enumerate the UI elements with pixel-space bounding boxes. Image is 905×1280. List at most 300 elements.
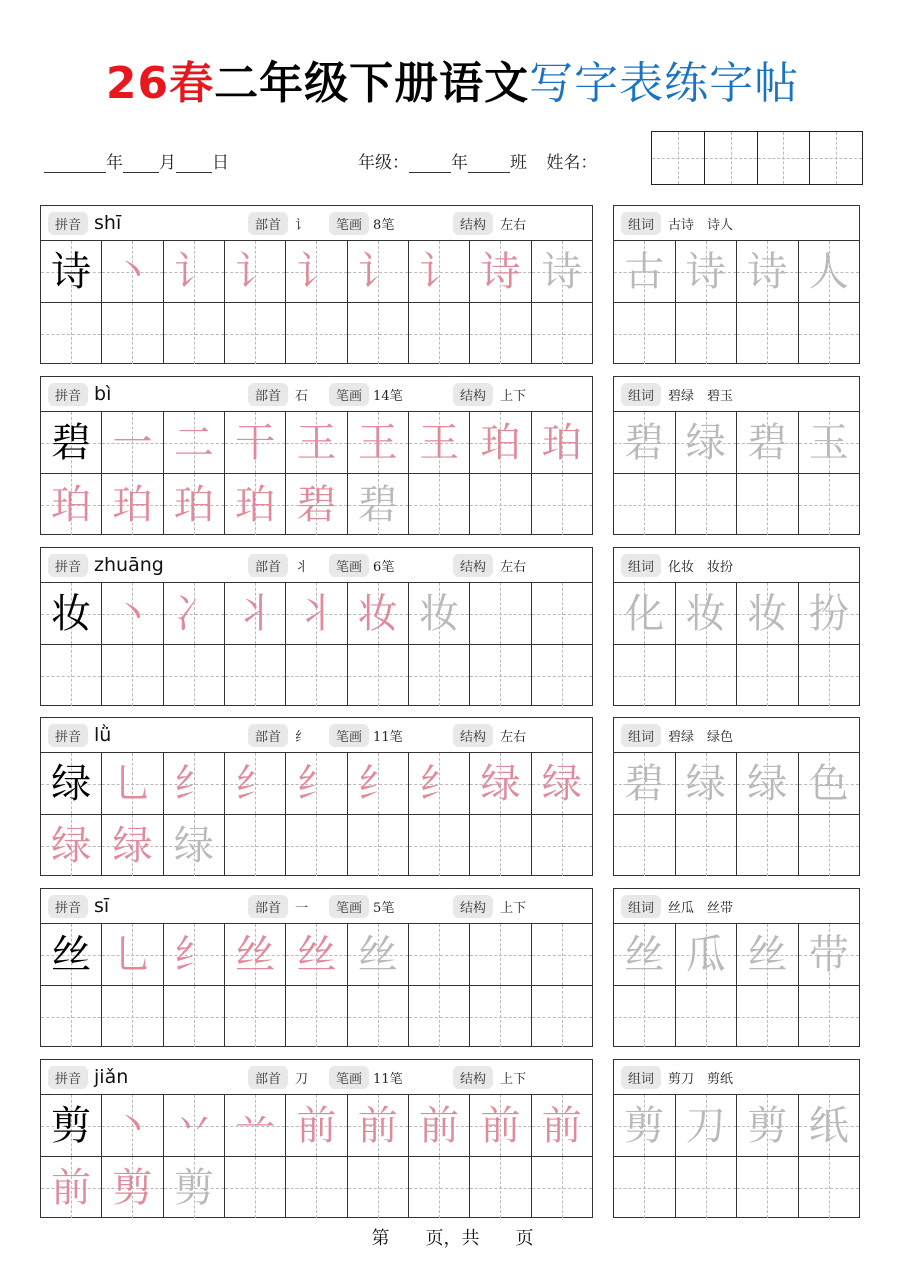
tianzige-cell[interactable] xyxy=(286,1157,347,1218)
tianzige-cell[interactable] xyxy=(532,412,592,473)
tianzige-cell[interactable] xyxy=(799,1157,860,1218)
name-box[interactable] xyxy=(652,132,705,184)
stroke-order-step: 丶 xyxy=(112,248,153,295)
tianzige-cell[interactable] xyxy=(676,412,738,473)
tianzige-cell[interactable] xyxy=(348,241,409,302)
tianzige-cell[interactable] xyxy=(348,753,409,814)
word-trace-character: 绿 xyxy=(685,760,726,807)
model-character: 剪 xyxy=(51,1102,92,1149)
tianzige-cell[interactable] xyxy=(286,583,347,644)
tianzige-cell[interactable] xyxy=(409,474,470,535)
title-subject: 写字表练字帖 xyxy=(529,58,800,109)
tianzige-cell[interactable] xyxy=(676,986,738,1047)
tianzige-cell[interactable] xyxy=(614,924,676,985)
char-info-header xyxy=(41,718,592,753)
tianzige-cell[interactable] xyxy=(348,924,409,985)
pinyin-value: zhuāng xyxy=(94,554,164,576)
grade-year-blank[interactable] xyxy=(409,154,451,173)
strokes-tag: 笔画 xyxy=(329,1066,369,1089)
stroke-order-step: 讠 xyxy=(235,248,276,295)
word-row xyxy=(614,1095,859,1157)
model-character: 碧 xyxy=(51,419,92,466)
words-header xyxy=(614,548,859,583)
practice-row xyxy=(41,1095,592,1157)
class-blank[interactable] xyxy=(468,154,510,173)
tianzige-cell[interactable] xyxy=(41,583,102,644)
stroke-order-step: 前 xyxy=(357,1102,398,1149)
stroke-order-step: 干 xyxy=(235,419,276,466)
tianzige-cell[interactable] xyxy=(532,241,592,302)
tianzige-cell[interactable] xyxy=(532,645,592,706)
stroke-order-step: 讠 xyxy=(173,248,214,295)
tianzige-cell[interactable] xyxy=(799,303,860,364)
words-tag: 组词 xyxy=(621,1066,661,1089)
tianzige-cell[interactable] xyxy=(737,815,799,876)
tianzige-cell[interactable] xyxy=(532,474,592,535)
month-label: 月 xyxy=(159,153,176,173)
stroke-order-step: 前 xyxy=(296,1102,337,1149)
tianzige-cell[interactable] xyxy=(286,815,347,876)
tianzige-cell[interactable] xyxy=(470,241,531,302)
radical-value: 一 xyxy=(295,900,309,916)
tianzige-cell[interactable] xyxy=(532,815,592,876)
tianzige-cell[interactable] xyxy=(470,753,531,814)
model-character: 绿 xyxy=(51,760,92,807)
words-value: 碧绿 碧玉 xyxy=(668,388,734,404)
tianzige-cell[interactable] xyxy=(470,303,531,364)
tianzige-cell[interactable] xyxy=(614,583,676,644)
tianzige-cell[interactable] xyxy=(737,474,799,535)
word-trace-character: 诗 xyxy=(747,248,788,295)
word-trace-character: 瓜 xyxy=(685,931,726,978)
words-value: 化妆 妆扮 xyxy=(668,559,734,575)
stroke-order-step: 珀 xyxy=(51,481,92,528)
tianzige-cell[interactable] xyxy=(286,474,347,535)
tianzige-cell[interactable] xyxy=(102,645,163,706)
stroke-order-step: 王 xyxy=(419,419,460,466)
tianzige-cell[interactable] xyxy=(41,1095,102,1156)
tianzige-cell[interactable] xyxy=(102,412,163,473)
tianzige-cell[interactable] xyxy=(532,583,592,644)
month-blank[interactable] xyxy=(123,154,159,173)
pinyin-value: bì xyxy=(94,383,112,405)
pinyin-tag: 拼音 xyxy=(48,724,88,747)
tianzige-cell[interactable] xyxy=(164,1095,225,1156)
tianzige-cell[interactable] xyxy=(409,412,470,473)
tianzige-cell[interactable] xyxy=(614,303,676,364)
tianzige-cell[interactable] xyxy=(409,1095,470,1156)
tianzige-cell[interactable] xyxy=(102,474,163,535)
strokes-value: 5笔 xyxy=(373,900,395,916)
stroke-order-step: 珀 xyxy=(480,419,521,466)
name-box[interactable] xyxy=(758,132,811,184)
practice-row xyxy=(41,412,592,474)
stroke-order-step: 二 xyxy=(173,419,214,466)
tianzige-cell[interactable] xyxy=(409,583,470,644)
tianzige-cell[interactable] xyxy=(470,1157,531,1218)
tianzige-cell[interactable] xyxy=(102,1157,163,1218)
grade-line xyxy=(358,148,597,173)
strokes-tag: 笔画 xyxy=(329,895,369,918)
tianzige-cell[interactable] xyxy=(164,1157,225,1218)
tianzige-cell[interactable] xyxy=(799,241,860,302)
tianzige-cell[interactable] xyxy=(799,924,860,985)
tianzige-cell[interactable] xyxy=(286,241,347,302)
tianzige-cell[interactable] xyxy=(348,303,409,364)
tianzige-cell[interactable] xyxy=(737,645,799,706)
tianzige-cell[interactable] xyxy=(225,815,286,876)
radical-value: 纟 xyxy=(295,729,309,745)
pinyin-tag: 拼音 xyxy=(48,1066,88,1089)
structure-value: 左右 xyxy=(500,217,527,233)
char-practice-block xyxy=(40,547,593,706)
tianzige-cell[interactable] xyxy=(348,645,409,706)
word-row xyxy=(614,474,859,535)
tianzige-cell[interactable] xyxy=(470,815,531,876)
word-row xyxy=(614,986,859,1047)
day-label: 日 xyxy=(212,153,229,173)
practice-row xyxy=(41,583,592,645)
stroke-order-step: 绿 xyxy=(51,822,92,869)
tianzige-cell[interactable] xyxy=(676,924,738,985)
word-trace-character: 诗 xyxy=(685,248,726,295)
tianzige-cell[interactable] xyxy=(225,986,286,1047)
tianzige-cell[interactable] xyxy=(676,753,738,814)
stroke-order-step: 妆 xyxy=(419,590,460,637)
tianzige-cell[interactable] xyxy=(102,924,163,985)
tianzige-cell[interactable] xyxy=(41,645,102,706)
tianzige-cell[interactable] xyxy=(225,474,286,535)
model-character: 妆 xyxy=(51,590,92,637)
strokes-value: 11笔 xyxy=(373,729,403,745)
tianzige-cell[interactable] xyxy=(676,303,738,364)
tianzige-cell[interactable] xyxy=(470,986,531,1047)
tianzige-cell[interactable] xyxy=(799,583,860,644)
tianzige-cell[interactable] xyxy=(286,753,347,814)
stroke-order-step: 乚 xyxy=(112,931,153,978)
structure-value: 上下 xyxy=(500,900,527,916)
tianzige-cell[interactable] xyxy=(532,753,592,814)
char-info-header xyxy=(41,548,592,583)
word-trace-character: 玉 xyxy=(808,419,849,466)
word-practice-block xyxy=(613,547,860,706)
tianzige-cell[interactable] xyxy=(164,474,225,535)
stroke-order-step: 王 xyxy=(296,419,337,466)
tianzige-cell[interactable] xyxy=(799,412,860,473)
tianzige-cell[interactable] xyxy=(676,645,738,706)
word-practice-block xyxy=(613,1059,860,1218)
tianzige-cell[interactable] xyxy=(532,924,592,985)
tianzige-cell[interactable] xyxy=(41,924,102,985)
words-header xyxy=(614,718,859,753)
char-info-header xyxy=(41,206,592,241)
name-box[interactable] xyxy=(810,132,862,184)
word-practice-block xyxy=(613,888,860,1047)
tianzige-cell[interactable] xyxy=(614,815,676,876)
tianzige-cell[interactable] xyxy=(164,241,225,302)
stroke-order-step: 一 xyxy=(112,419,153,466)
practice-row xyxy=(41,1157,592,1218)
tianzige-cell[interactable] xyxy=(614,1095,676,1156)
tianzige-cell[interactable] xyxy=(41,753,102,814)
stroke-order-step: 诗 xyxy=(541,248,582,295)
char-practice-block xyxy=(40,717,593,876)
tianzige-cell[interactable] xyxy=(225,303,286,364)
tianzige-cell[interactable] xyxy=(614,753,676,814)
tianzige-cell[interactable] xyxy=(164,753,225,814)
word-row xyxy=(614,645,859,706)
tianzige-cell[interactable] xyxy=(225,924,286,985)
words-tag: 组词 xyxy=(621,212,661,235)
tianzige-cell[interactable] xyxy=(225,1095,286,1156)
structure-tag: 结构 xyxy=(453,554,493,577)
stroke-order-step: 讠 xyxy=(296,248,337,295)
tianzige-cell[interactable] xyxy=(225,412,286,473)
word-trace-character: 碧 xyxy=(747,419,788,466)
tianzige-cell[interactable] xyxy=(348,474,409,535)
char-info-header xyxy=(41,377,592,412)
tianzige-cell[interactable] xyxy=(470,583,531,644)
title-year: 26春 xyxy=(105,58,215,109)
word-row xyxy=(614,241,859,303)
tianzige-cell[interactable] xyxy=(470,412,531,473)
stroke-order-step: 䒑 xyxy=(235,1102,276,1149)
structure-value: 左右 xyxy=(500,559,527,575)
tianzige-cell[interactable] xyxy=(286,924,347,985)
name-box[interactable] xyxy=(705,132,758,184)
page-footer xyxy=(0,1224,905,1250)
stroke-order-step: 前 xyxy=(541,1102,582,1149)
tianzige-cell[interactable] xyxy=(409,924,470,985)
word-row xyxy=(614,583,859,645)
tianzige-cell[interactable] xyxy=(409,753,470,814)
tianzige-cell[interactable] xyxy=(102,583,163,644)
radical-tag: 部首 xyxy=(248,724,288,747)
tianzige-cell[interactable] xyxy=(164,583,225,644)
word-trace-character: 碧 xyxy=(624,760,665,807)
tianzige-cell[interactable] xyxy=(164,986,225,1047)
model-character: 诗 xyxy=(51,248,92,295)
title-grade: 二年级下册语文 xyxy=(214,58,530,109)
tianzige-cell[interactable] xyxy=(225,753,286,814)
pinyin-value: shī xyxy=(94,212,122,234)
tianzige-cell[interactable] xyxy=(409,815,470,876)
tianzige-cell[interactable] xyxy=(676,1157,738,1218)
tianzige-cell[interactable] xyxy=(225,583,286,644)
stroke-order-step: 碧 xyxy=(357,481,398,528)
tianzige-cell[interactable] xyxy=(102,241,163,302)
word-trace-character: 丝 xyxy=(747,931,788,978)
stroke-order-step: 纟 xyxy=(357,760,398,807)
stroke-order-step: 珀 xyxy=(112,481,153,528)
name-boxes[interactable] xyxy=(651,131,863,185)
tianzige-cell[interactable] xyxy=(348,583,409,644)
tianzige-cell[interactable] xyxy=(737,1157,799,1218)
tianzige-cell[interactable] xyxy=(286,986,347,1047)
tianzige-cell[interactable] xyxy=(470,924,531,985)
tianzige-cell[interactable] xyxy=(799,986,860,1047)
practice-row xyxy=(41,924,592,986)
tianzige-cell[interactable] xyxy=(737,412,799,473)
day-blank[interactable] xyxy=(176,154,212,173)
stroke-order-step: 王 xyxy=(357,419,398,466)
radical-value: 石 xyxy=(295,388,309,404)
tianzige-cell[interactable] xyxy=(348,412,409,473)
words-value: 古诗 诗人 xyxy=(668,217,734,233)
structure-tag: 结构 xyxy=(453,1066,493,1089)
stroke-order-step: 碧 xyxy=(296,481,337,528)
word-trace-character: 绿 xyxy=(747,760,788,807)
tianzige-cell[interactable] xyxy=(41,241,102,302)
word-trace-character: 扮 xyxy=(808,590,849,637)
stroke-order-step: 讠 xyxy=(419,248,460,295)
tianzige-cell[interactable] xyxy=(41,986,102,1047)
tianzige-cell[interactable] xyxy=(737,241,799,302)
tianzige-cell[interactable] xyxy=(614,986,676,1047)
tianzige-cell[interactable] xyxy=(41,1157,102,1218)
tianzige-cell[interactable] xyxy=(409,303,470,364)
tianzige-cell[interactable] xyxy=(102,303,163,364)
tianzige-cell[interactable] xyxy=(225,645,286,706)
stroke-order-step: 绿 xyxy=(112,822,153,869)
tianzige-cell[interactable] xyxy=(737,583,799,644)
tianzige-cell[interactable] xyxy=(164,645,225,706)
word-trace-character: 带 xyxy=(808,931,849,978)
tianzige-cell[interactable] xyxy=(102,986,163,1047)
grade-year-label: 年 xyxy=(451,153,468,173)
stroke-order-step: 剪 xyxy=(173,1164,214,1211)
tianzige-cell[interactable] xyxy=(676,241,738,302)
word-trace-character: 绿 xyxy=(685,419,726,466)
tianzige-cell[interactable] xyxy=(225,241,286,302)
radical-tag: 部首 xyxy=(248,1066,288,1089)
stroke-order-step: 前 xyxy=(419,1102,460,1149)
tianzige-cell[interactable] xyxy=(286,303,347,364)
radical-value: 讠 xyxy=(295,217,309,233)
strokes-value: 14笔 xyxy=(373,388,403,404)
tianzige-cell[interactable] xyxy=(102,753,163,814)
tianzige-cell[interactable] xyxy=(470,474,531,535)
tianzige-cell[interactable] xyxy=(737,986,799,1047)
char-info-header xyxy=(41,889,592,924)
stroke-order-step: 丝 xyxy=(296,931,337,978)
tianzige-cell[interactable] xyxy=(409,645,470,706)
stroke-order-step: 纟 xyxy=(235,760,276,807)
tianzige-cell[interactable] xyxy=(102,1095,163,1156)
tianzige-cell[interactable] xyxy=(409,986,470,1047)
structure-value: 左右 xyxy=(500,729,527,745)
tianzige-cell[interactable] xyxy=(799,1095,860,1156)
tianzige-cell[interactable] xyxy=(164,924,225,985)
radical-tag: 部首 xyxy=(248,554,288,577)
tianzige-cell[interactable] xyxy=(348,1095,409,1156)
tianzige-cell[interactable] xyxy=(737,1095,799,1156)
tianzige-cell[interactable] xyxy=(532,1157,592,1218)
tianzige-cell[interactable] xyxy=(532,1095,592,1156)
stroke-order-step: 纟 xyxy=(419,760,460,807)
word-trace-character: 刀 xyxy=(685,1102,726,1149)
tianzige-cell[interactable] xyxy=(799,815,860,876)
word-row xyxy=(614,412,859,474)
word-practice-block xyxy=(613,717,860,876)
stroke-order-step: 讠 xyxy=(357,248,398,295)
tianzige-cell[interactable] xyxy=(470,645,531,706)
tianzige-cell[interactable] xyxy=(286,645,347,706)
word-row xyxy=(614,753,859,815)
tianzige-cell[interactable] xyxy=(41,303,102,364)
words-value: 丝瓜 丝带 xyxy=(668,900,734,916)
tianzige-cell[interactable] xyxy=(676,474,738,535)
tianzige-cell[interactable] xyxy=(348,986,409,1047)
tianzige-cell[interactable] xyxy=(799,645,860,706)
stroke-order-step: 前 xyxy=(480,1102,521,1149)
tianzige-cell[interactable] xyxy=(41,474,102,535)
tianzige-cell[interactable] xyxy=(164,303,225,364)
tianzige-cell[interactable] xyxy=(470,1095,531,1156)
tianzige-cell[interactable] xyxy=(409,1157,470,1218)
radical-tag: 部首 xyxy=(248,895,288,918)
tianzige-cell[interactable] xyxy=(614,1157,676,1218)
tianzige-cell[interactable] xyxy=(799,474,860,535)
tianzige-cell[interactable] xyxy=(737,924,799,985)
tianzige-cell[interactable] xyxy=(614,412,676,473)
tianzige-cell[interactable] xyxy=(41,412,102,473)
tianzige-cell[interactable] xyxy=(164,815,225,876)
tianzige-cell[interactable] xyxy=(164,412,225,473)
pinyin-value: lǜ xyxy=(94,724,112,746)
stroke-order-step: 丷 xyxy=(173,1102,214,1149)
tianzige-cell[interactable] xyxy=(614,474,676,535)
radical-value: 刀 xyxy=(295,1071,309,1087)
tianzige-cell[interactable] xyxy=(348,1157,409,1218)
tianzige-cell[interactable] xyxy=(737,753,799,814)
tianzige-cell[interactable] xyxy=(286,1095,347,1156)
tianzige-cell[interactable] xyxy=(676,815,738,876)
word-trace-character: 剪 xyxy=(624,1102,665,1149)
word-trace-character: 化 xyxy=(624,590,665,637)
tianzige-cell[interactable] xyxy=(799,753,860,814)
tianzige-cell[interactable] xyxy=(676,1095,738,1156)
pinyin-tag: 拼音 xyxy=(48,895,88,918)
tianzige-cell[interactable] xyxy=(676,583,738,644)
tianzige-cell[interactable] xyxy=(614,241,676,302)
tianzige-cell[interactable] xyxy=(41,815,102,876)
strokes-tag: 笔画 xyxy=(329,212,369,235)
structure-tag: 结构 xyxy=(453,895,493,918)
tianzige-cell[interactable] xyxy=(532,986,592,1047)
stroke-order-step: 丝 xyxy=(235,931,276,978)
pinyin-tag: 拼音 xyxy=(48,554,88,577)
char-practice-block xyxy=(40,1059,593,1218)
stroke-order-step: 丶 xyxy=(112,1102,153,1149)
tianzige-cell[interactable] xyxy=(409,241,470,302)
stroke-order-step: 乚 xyxy=(112,760,153,807)
tianzige-cell[interactable] xyxy=(348,815,409,876)
strokes-tag: 笔画 xyxy=(329,554,369,577)
word-trace-character: 色 xyxy=(808,760,849,807)
tianzige-cell[interactable] xyxy=(225,1157,286,1218)
word-trace-character: 古 xyxy=(624,248,665,295)
tianzige-cell[interactable] xyxy=(102,815,163,876)
tianzige-cell[interactable] xyxy=(737,303,799,364)
year-blank[interactable] xyxy=(44,154,106,173)
date-line xyxy=(44,148,229,173)
tianzige-cell[interactable] xyxy=(286,412,347,473)
practice-row xyxy=(41,303,592,364)
words-value: 剪刀 剪纸 xyxy=(668,1071,734,1087)
tianzige-cell[interactable] xyxy=(614,645,676,706)
tianzige-cell[interactable] xyxy=(532,303,592,364)
